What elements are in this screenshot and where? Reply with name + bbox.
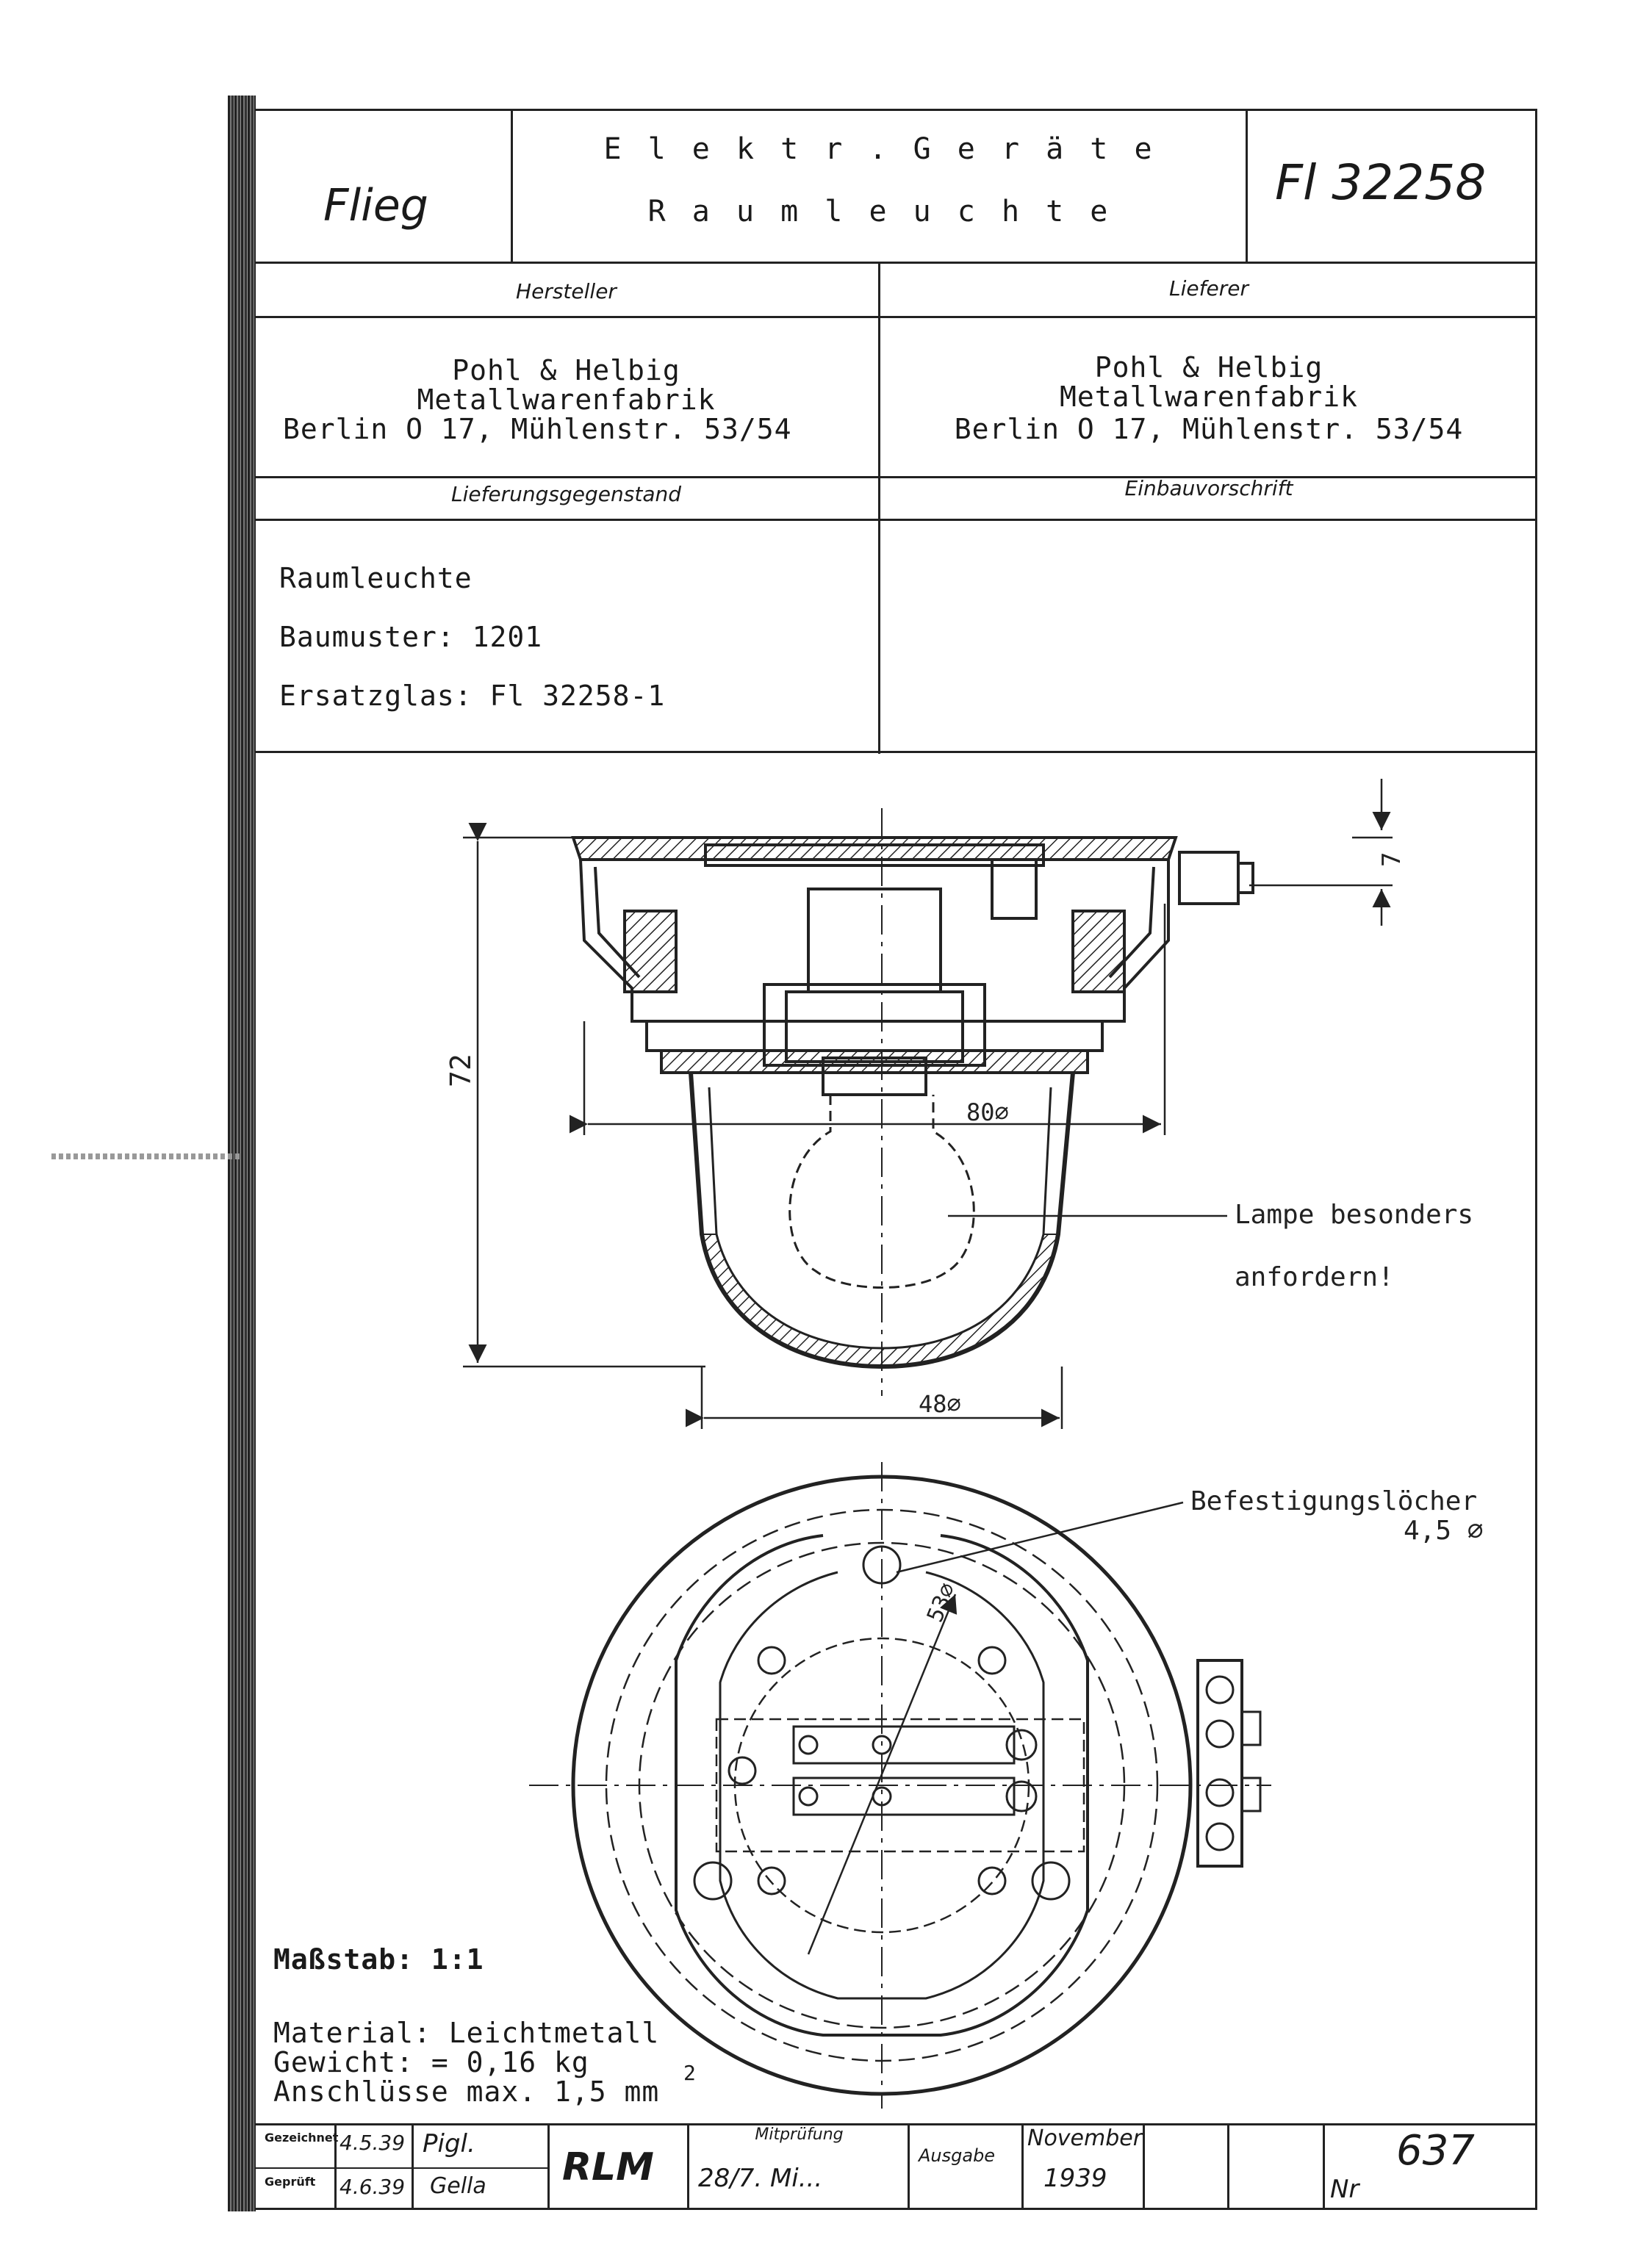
note-holes-1: Befestigungslöcher	[1190, 1486, 1478, 1516]
side-dimensions	[463, 779, 1393, 1572]
supplier-name: Pohl & Helbig	[1094, 351, 1323, 384]
footer-issue-month: November	[1027, 2125, 1143, 2151]
footer-issue-year: 1939	[1043, 2164, 1107, 2193]
footer-div-9	[1323, 2123, 1325, 2210]
lamp-lid	[573, 838, 1176, 860]
footer-row-rule	[254, 2167, 548, 2169]
plan-connector	[1198, 1660, 1242, 1866]
header-title-line1: E l e k t r . G e r ä t e	[603, 132, 1157, 166]
note-holes-2: 4,5 ⌀	[1404, 1516, 1484, 1546]
item-line-2: Baumuster: 1201	[279, 621, 543, 653]
footer-div-2	[412, 2123, 414, 2210]
spec-connections: Anschlüsse max. 1,5 mm	[273, 2076, 660, 2108]
side-connector	[1179, 852, 1238, 904]
subject-label: Lieferungsgegenstand	[450, 482, 682, 506]
lamp-side-view	[573, 808, 1253, 1396]
dim-bolt-circle: 53⌀	[922, 1579, 961, 1626]
dim-height: 72	[445, 1054, 477, 1087]
manufacturer-company: Metallwarenfabrik	[417, 384, 716, 416]
footer-row2-label: Geprüft	[265, 2175, 316, 2189]
footer-review-text: 28/7. Mi...	[698, 2164, 823, 2193]
footer-div-8	[1227, 2123, 1229, 2210]
footer-row1-label: Gezeichnet	[265, 2131, 339, 2145]
footer-div-7	[1143, 2123, 1145, 2210]
manufacturer-address: Berlin O 17, Mühlenstr. 53/54	[283, 413, 792, 445]
supplier-company: Metallwarenfabrik	[1060, 381, 1358, 413]
spec-material: Material: Leichtmetall	[273, 2017, 660, 2049]
footer-date-1: 4.5.39	[340, 2131, 406, 2155]
item-line-1: Raumleuchte	[279, 562, 473, 594]
lamp-socket	[808, 889, 941, 992]
lamp-plan-view	[529, 1462, 1271, 2109]
supplier-label: Lieferer	[1169, 276, 1249, 300]
note-lamp-2: anfordern!	[1235, 1262, 1394, 1292]
note-lamp-1: Lampe besonders	[1235, 1200, 1474, 1230]
dim-width-glass: 48⌀	[919, 1390, 961, 1418]
spec-scale: Maßstab: 1:1	[273, 1943, 484, 1976]
manufacturer-name: Pohl & Helbig	[452, 354, 680, 386]
footer-sign-1: Pigl.	[423, 2129, 475, 2159]
spec-connections-sup: 2	[683, 2061, 697, 2085]
item-line-3: Ersatzglas: Fl 32258-1	[279, 680, 666, 712]
footer-div-6	[1021, 2123, 1024, 2210]
footer-number: 637	[1396, 2127, 1475, 2175]
footer-date-2: 4.6.39	[340, 2175, 406, 2199]
drawing-number: Fl 32258	[1275, 154, 1487, 211]
header-left-mark: Flieg	[323, 180, 428, 231]
supplier-address: Berlin O 17, Mühlenstr. 53/54	[954, 413, 1464, 445]
install-label: Einbauvorschrift	[1124, 476, 1293, 500]
dim-top: 7	[1377, 852, 1406, 867]
footer-review-label: Mitprüfung	[755, 2125, 844, 2144]
footer-authority: RLM	[562, 2145, 654, 2189]
header-title-line2: R a u m l e u c h t e	[647, 195, 1113, 228]
spec-weight: Gewicht: = 0,16 kg	[273, 2046, 589, 2078]
dim-width-outer: 80⌀	[966, 1098, 1009, 1126]
footer-issue-label: Ausgabe	[919, 2145, 996, 2166]
footer-number-label: Nr	[1330, 2175, 1359, 2204]
manufacturer-label: Hersteller	[516, 279, 617, 303]
footer-div-4	[687, 2123, 689, 2210]
footer-div-3	[547, 2123, 550, 2210]
footer-sign-2: Gella	[430, 2173, 486, 2199]
footer-div-5	[908, 2123, 910, 2210]
